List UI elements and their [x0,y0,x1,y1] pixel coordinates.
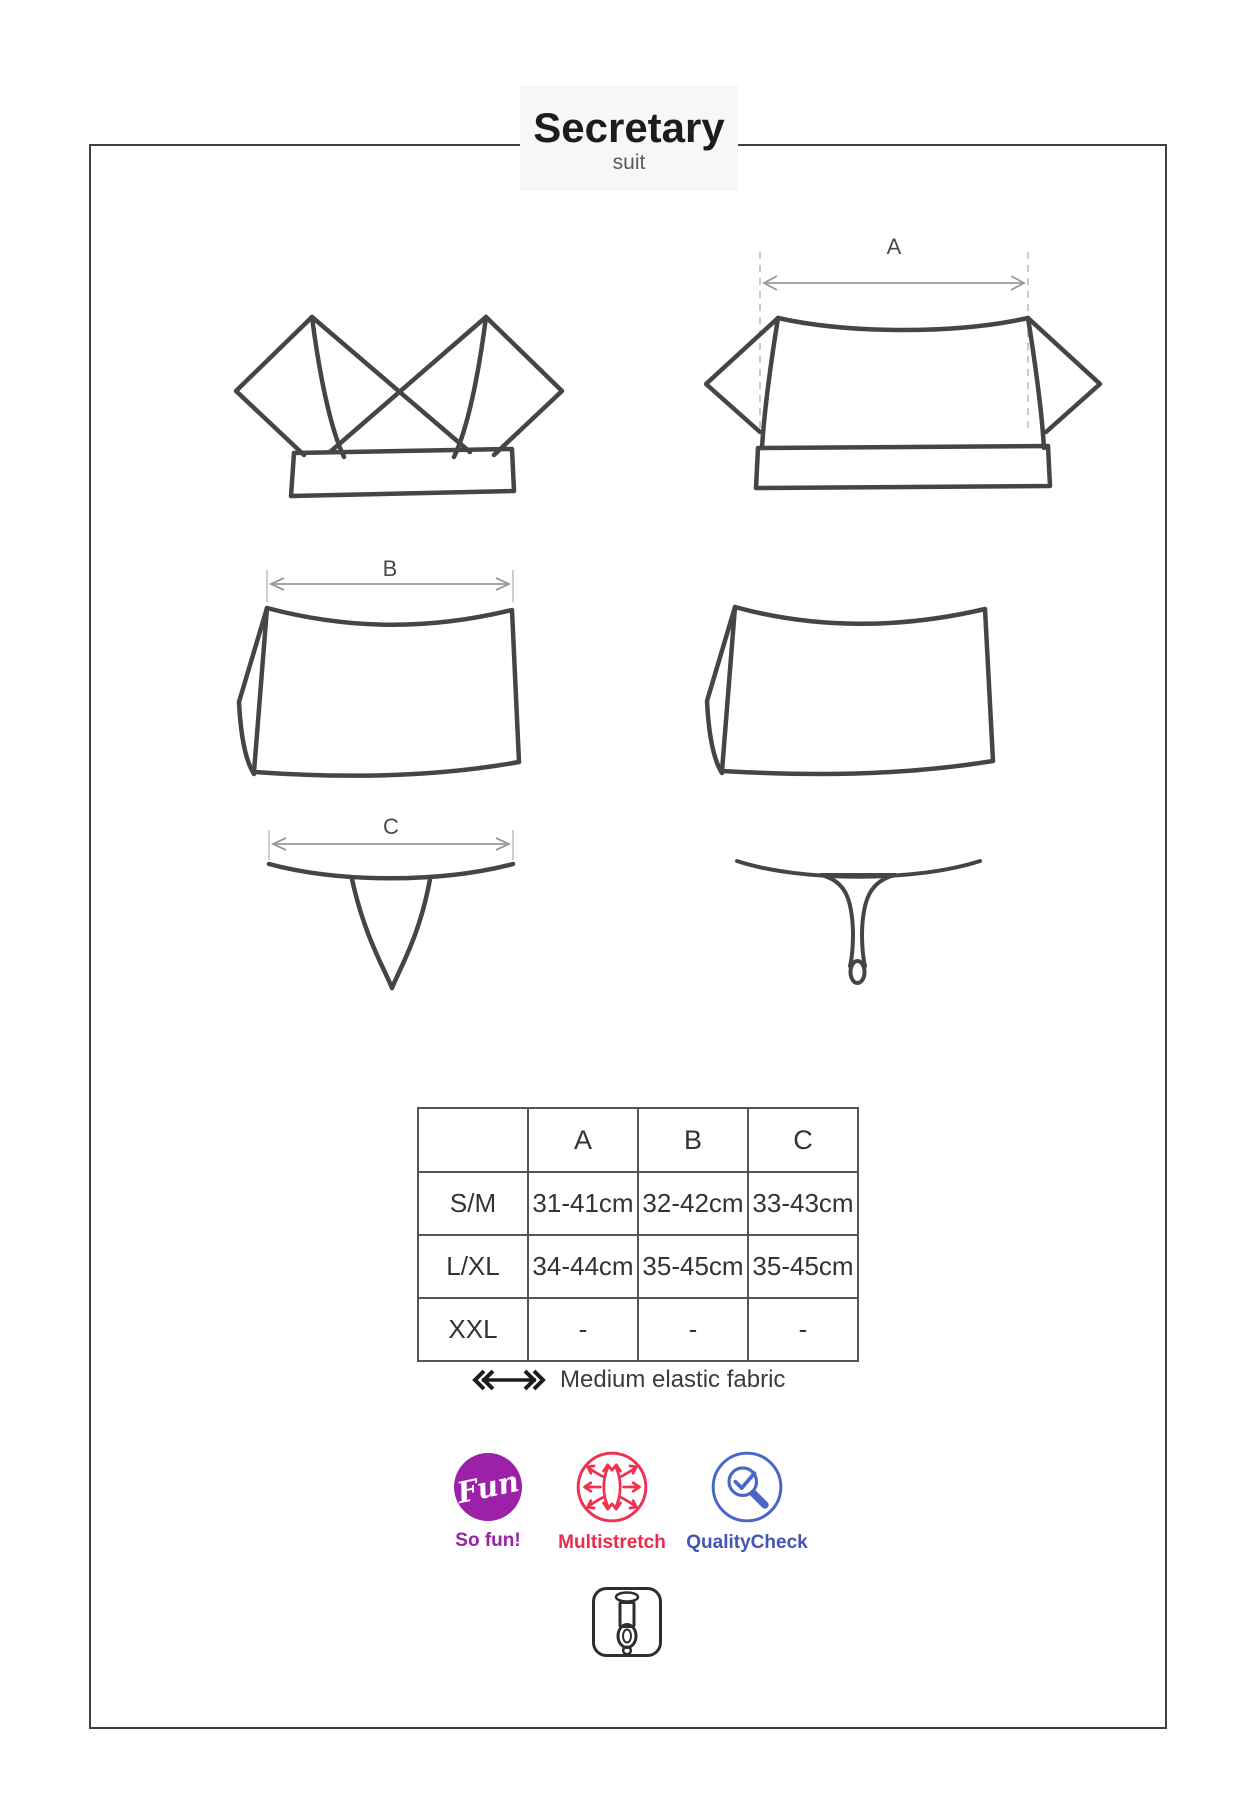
cell-a: - [528,1298,638,1361]
size-label: XXL [418,1298,528,1361]
quality-check-badge [662,1450,832,1554]
thong-front-drawing [269,864,513,988]
stretch-double-arrow-icon [472,1367,546,1393]
wrap-top-back-drawing [706,318,1100,488]
magnifier-check-icon [710,1450,784,1524]
badge-label: QualityCheck [686,1532,808,1553]
badge-label: Multistretch [558,1532,666,1553]
size-label: L/XL [418,1235,528,1298]
skirt-back-drawing [707,607,993,774]
fabric-note-label: Medium elastic fabric [560,1366,786,1393]
cell-a: 34-44cm [528,1235,638,1298]
care-box [591,1586,663,1663]
dimension-b-label: B [382,556,398,581]
cell-c: 35-45cm [748,1235,858,1298]
multistretch-arrows-icon [575,1450,649,1524]
product-subtitle: suit [612,151,646,174]
cell-b: - [638,1298,748,1361]
product-title: Secretary [533,104,725,151]
fun-badge-icon [453,1452,523,1522]
thong-back-drawing [737,861,980,983]
garment-care-tag-icon [591,1586,663,1658]
col-header-c: C [748,1108,858,1172]
dimension-c-label: C [383,814,399,839]
skirt-front-drawing [239,608,519,776]
table-row [418,1298,858,1361]
dimension-a-label: A [886,234,902,259]
wrap-top-front-drawing [236,317,562,496]
title-block [520,85,738,191]
fun-badge-text: Fun [454,1463,522,1511]
size-table [417,1107,859,1362]
badge-label: So fun! [455,1530,521,1551]
cell-c: - [748,1298,858,1361]
cell-b: 35-45cm [638,1235,748,1298]
cell-c: 33-43cm [748,1172,858,1235]
dimension-a-guides [760,252,1028,430]
size-table-corner-cell [418,1108,528,1172]
col-header-b: B [638,1108,748,1172]
cell-b: 32-42cm [638,1172,748,1235]
fabric-note [472,1366,785,1394]
table-row [418,1235,858,1298]
table-row [418,1172,858,1235]
size-label: S/M [418,1172,528,1235]
cell-a: 31-41cm [528,1172,638,1235]
size-table-header-row [418,1108,858,1172]
col-header-a: A [528,1108,638,1172]
